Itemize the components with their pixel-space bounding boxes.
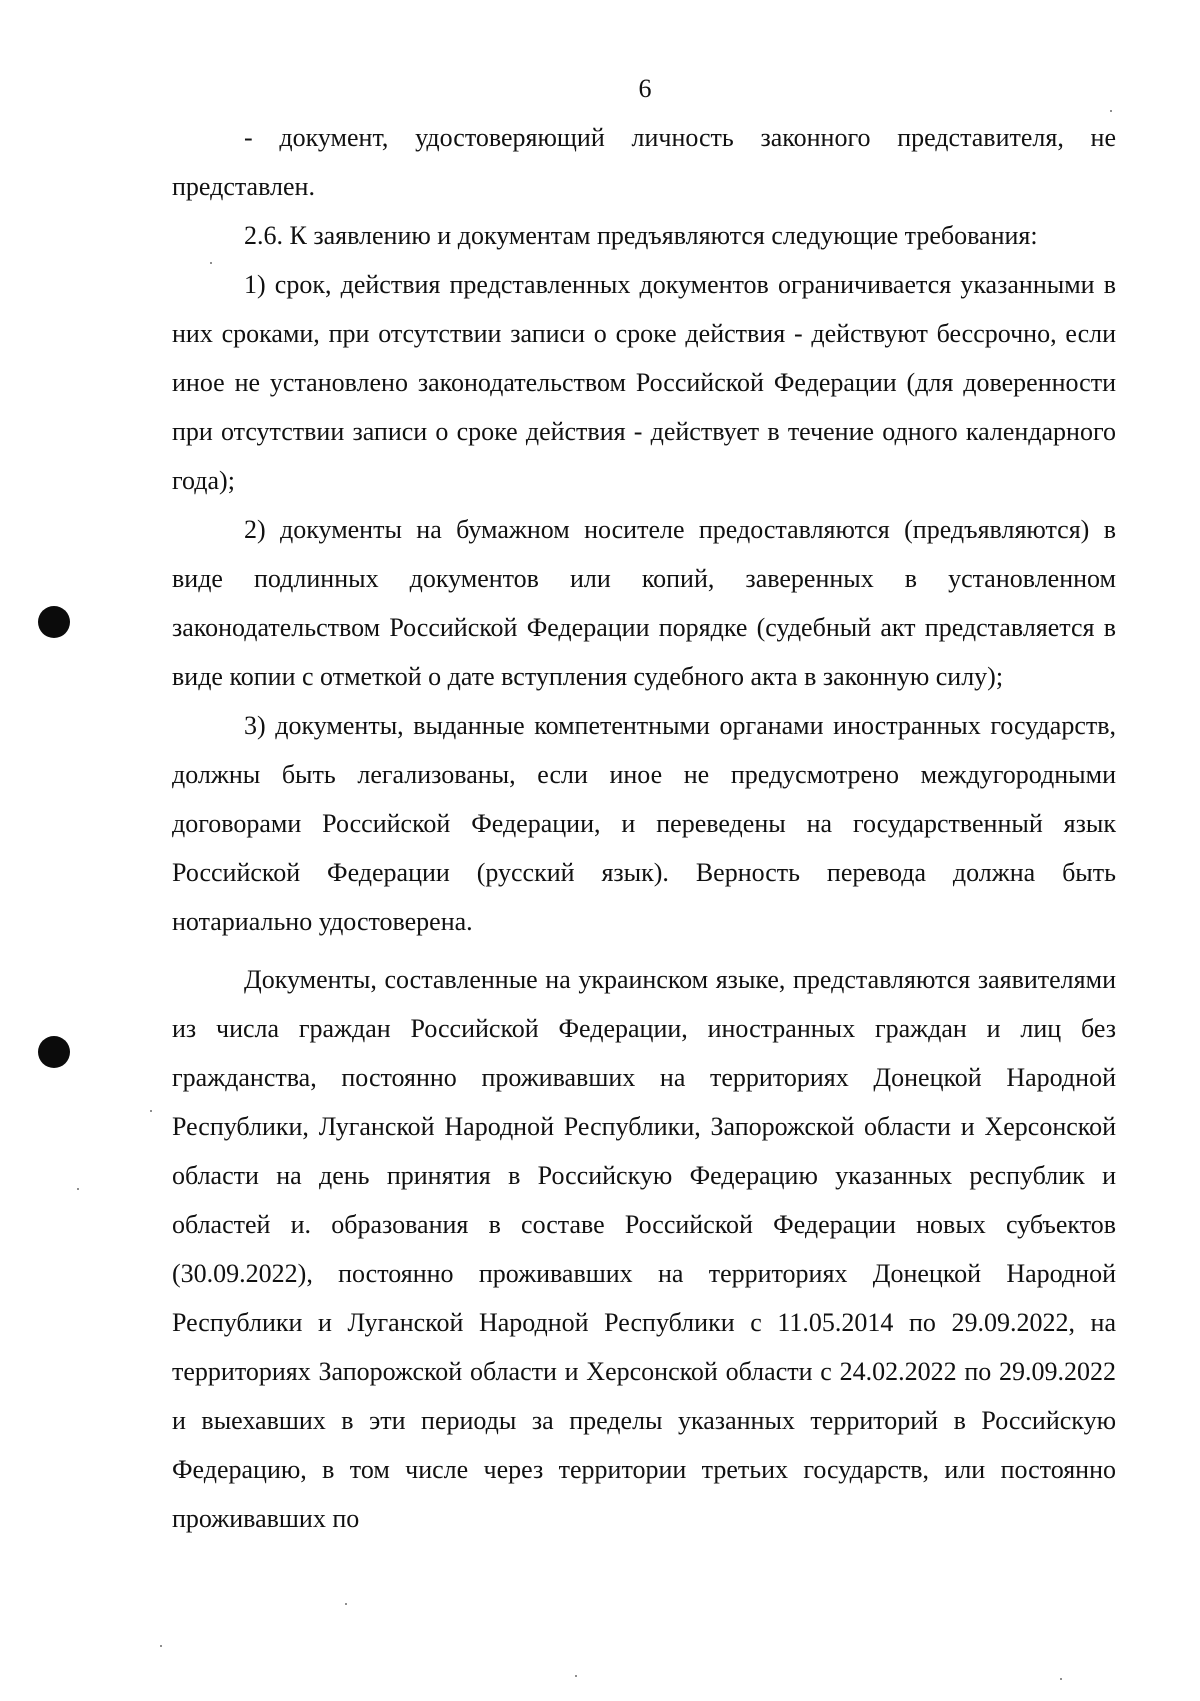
scan-speck xyxy=(160,1645,162,1647)
scan-speck xyxy=(1110,110,1112,112)
paragraph-item-1-validity: 1) срок, действия представленных документов ограничивается указанными в них сроками, при отсутствии записи о сроке действия - действуют бессрочно, если иное не установлено законодательством Российской Федерации (для доверенности при отсутствии записи о сроке действия - действует в течение одного календарного года); xyxy=(172,270,1116,495)
scan-speck xyxy=(345,1603,347,1605)
scan-speck xyxy=(1060,1678,1062,1680)
scan-speck xyxy=(77,1188,79,1190)
paragraph-missing-representative-id: - документ, удостоверяющий личность законного представителя, не представлен. xyxy=(172,123,1116,201)
paragraph-item-2-paper-documents: 2) документы на бумажном носителе предоставляются (предъявляются) в виде подлинных документов или копий, заверенных в установленном законодательством Российской Федерации порядке (судебный акт представляется в виде копии с отметкой о дате вступления судебного акта в законную силу); xyxy=(172,515,1116,691)
paragraph-item-3-foreign-documents: 3) документы, выданные компетентными органами иностранных государств, должны быть легализованы, если иное не предусмотрено междугородными договорами Российской Федерации, и переведены на государственный язык Российской Федерации (русский язык). Верность перевода должна быть нотариально удостоверена. xyxy=(172,711,1116,936)
binder-hole xyxy=(38,606,70,638)
scan-speck xyxy=(210,262,212,264)
paragraph-2-6-heading: 2.6. К заявлению и документам предъявляются следующие требования: xyxy=(244,221,1038,250)
paragraph-ukrainian-language-documents: Документы, составленные на украинском языке, представляются заявителями из числа граждан Российской Федерации, иностранных граждан и лиц без гражданства, постоянно проживавших на территориях Донецкой Народной Республики, Луганской Народной Республики, Запорожской области и Херсонской области на день принятия в Российскую Федерацию указанных республик и областей и. образования в составе Российской Федерации новых субъектов (30.09.2022), постоянно проживавших на территориях Донецкой Народной Республики и Луганской Народной Республики с 11.05.2014 по 29.09.2022, на территориях Запорожской области и Херсонской области с 24.02.2022 по 29.09.2022 и выехавших в эти периоды за пределы указанных территорий в Российскую Федерацию, в том числе через территории третьих государств, или постоянно проживавших по xyxy=(172,965,1116,1533)
scan-speck xyxy=(150,1110,152,1112)
binder-hole xyxy=(38,1036,70,1068)
page-number: 6 xyxy=(638,74,652,103)
scan-speck xyxy=(575,1675,577,1677)
document-body xyxy=(172,113,1116,1543)
